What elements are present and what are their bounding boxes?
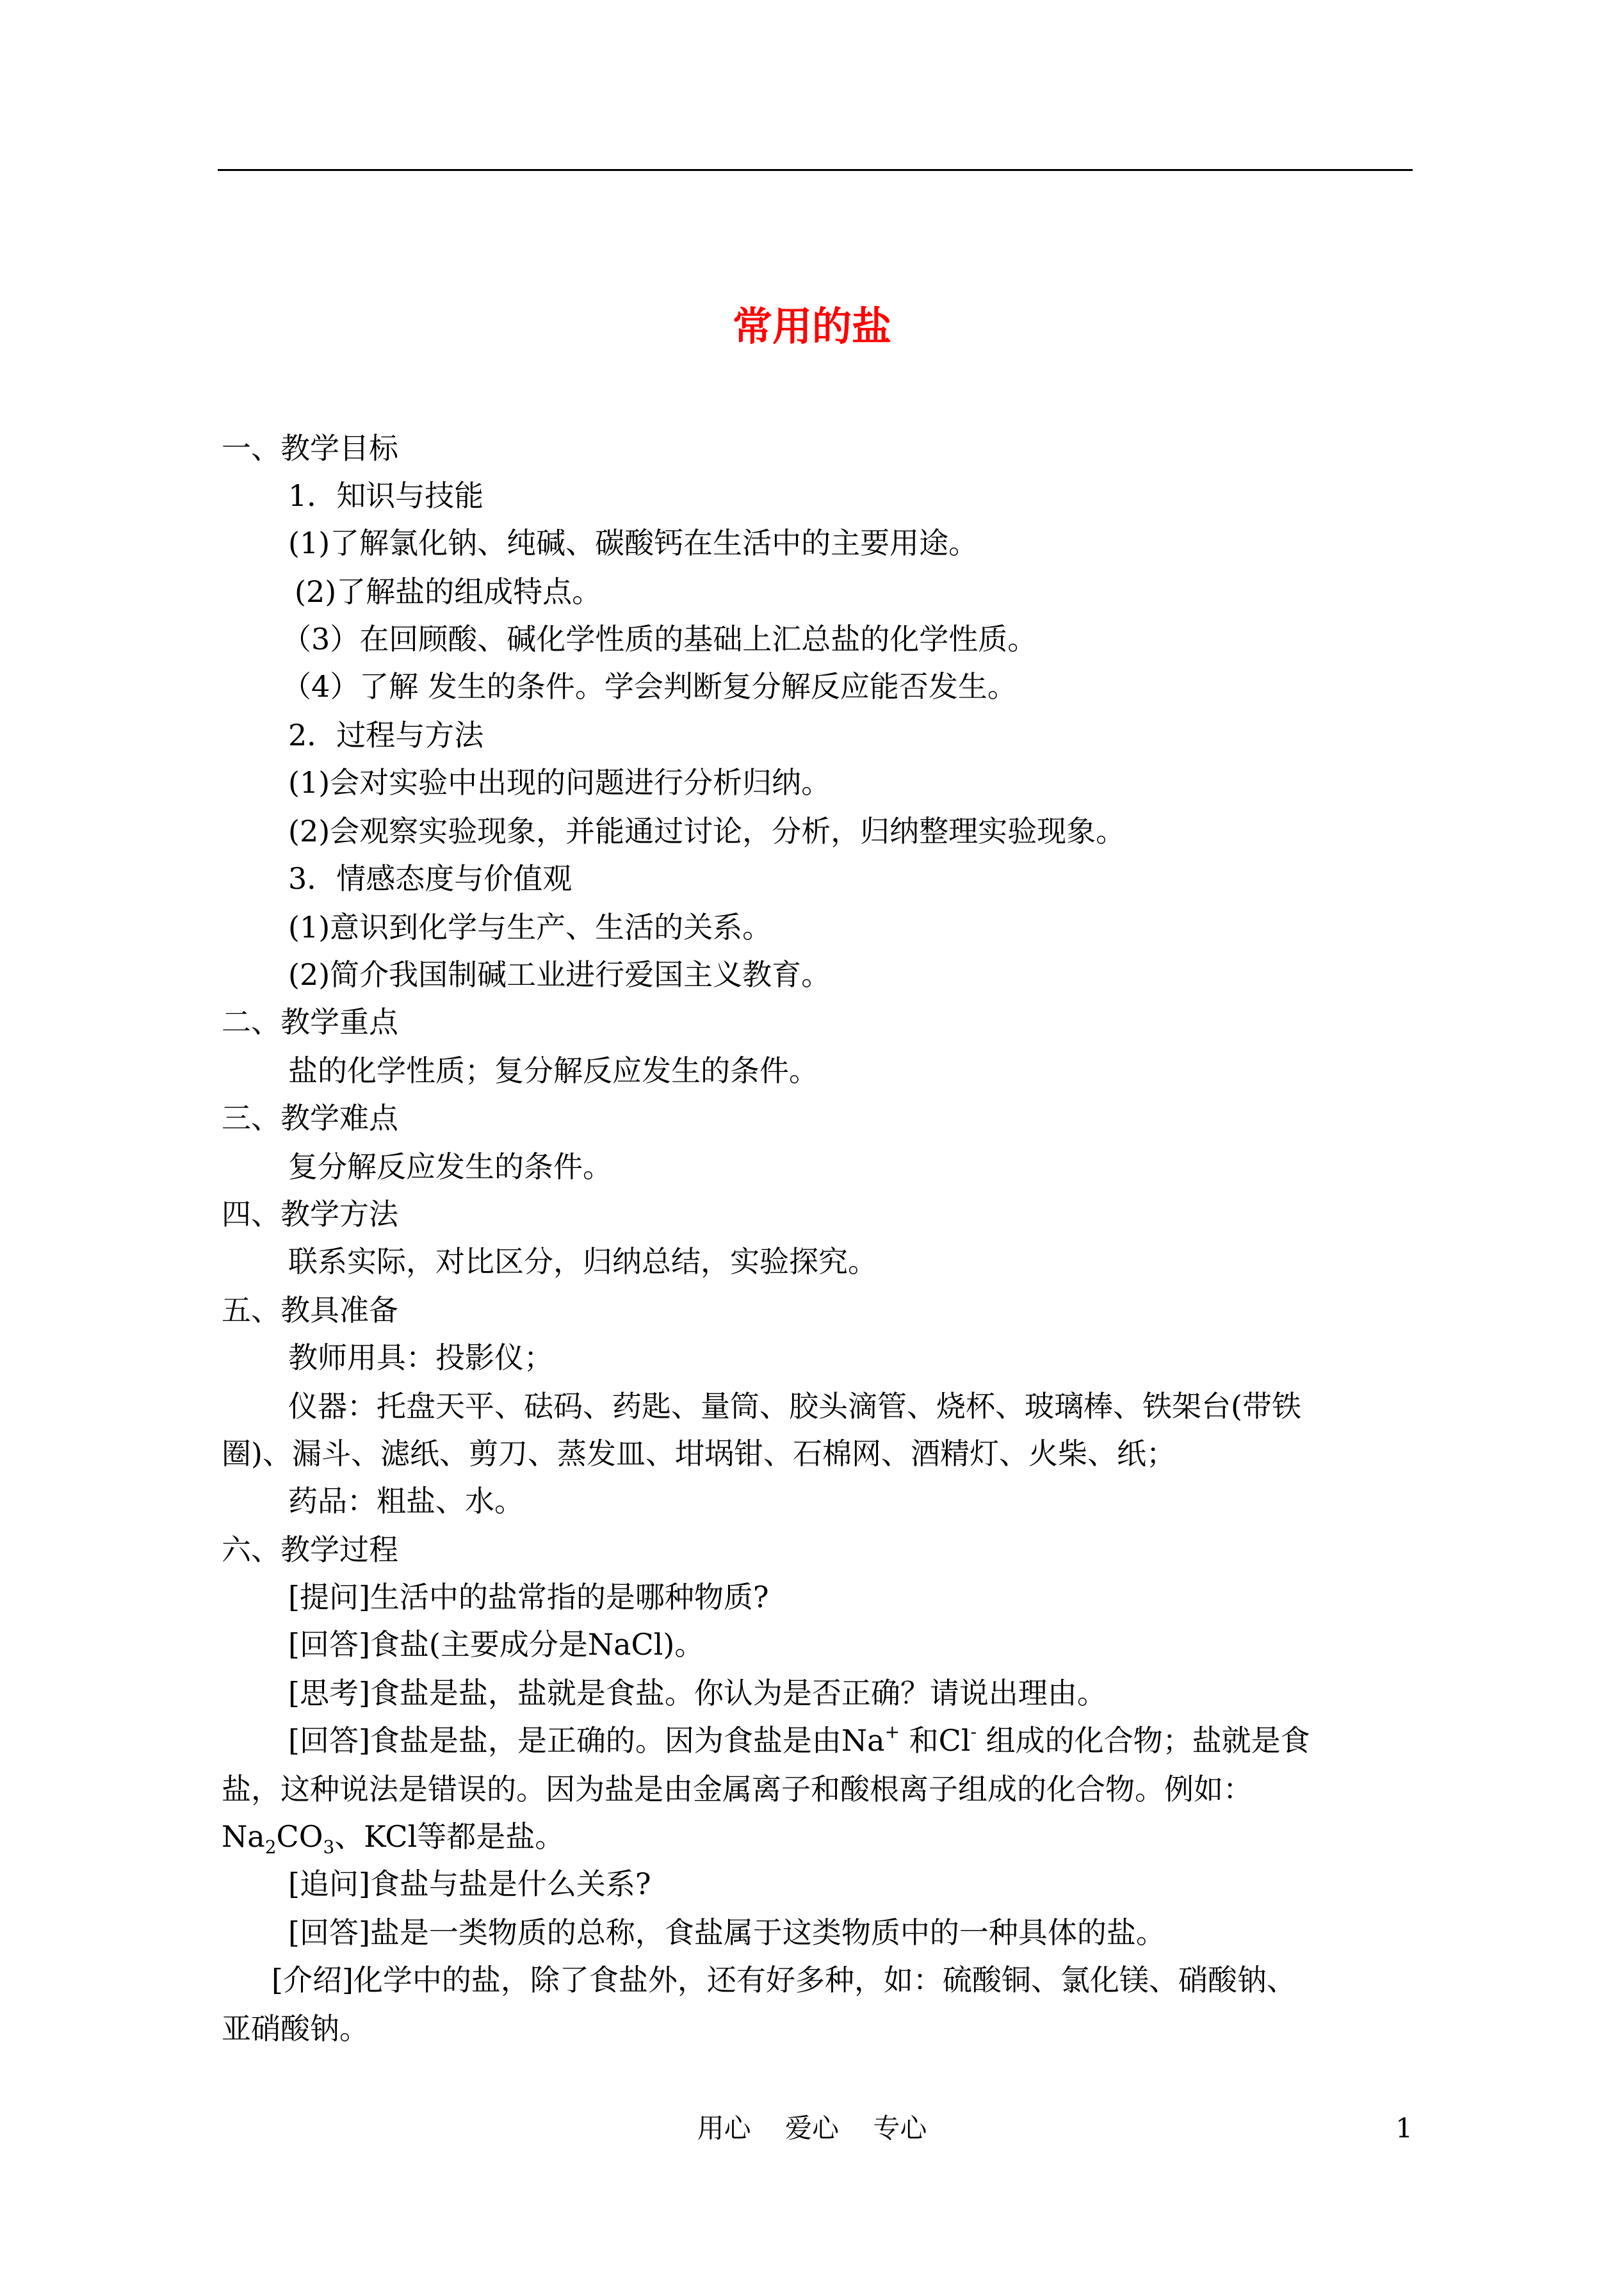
section-heading: 三、教学难点 — [222, 1101, 398, 1135]
dialogue-line — [288, 1721, 1310, 1760]
paragraph: 盐，这种说法是错误的。因为盐是由金属离子和酸根离子组成的化合物。例如： — [222, 1772, 1253, 1806]
section-heading: 四、教学方法 — [222, 1197, 398, 1231]
section-heading: 一、教学目标 — [222, 431, 398, 466]
subscript: 3 — [323, 1837, 335, 1858]
section-heading: 五、教具准备 — [222, 1293, 398, 1327]
subsection-heading: 2．过程与方法 — [288, 718, 484, 752]
list-item: (1)了解氯化钠、纯碱、碳酸钙在生活中的主要用途。 — [288, 526, 978, 560]
paragraph: 圈)、漏斗、滤纸、剪刀、蒸发皿、坩埚钳、石棉网、酒精灯、火柴、纸； — [222, 1436, 1176, 1471]
text-run: 组成的化合物；盐就是食 — [977, 1723, 1310, 1758]
paragraph — [222, 1817, 564, 1856]
page-number: 1 — [1395, 2113, 1413, 2144]
subsection-heading: 1．知识与技能 — [288, 478, 484, 513]
paragraph: 亚硝酸钠。 — [222, 2011, 369, 2046]
paragraph: 仪器：托盘天平、砝码、药匙、量筒、胶头滴管、烧杯、玻璃棒、铁架台(带铁 — [288, 1389, 1301, 1423]
text-run: Na — [222, 1819, 265, 1854]
list-item: (2)会观察实验现象，并能通过讨论，分析，归纳整理实验现象。 — [288, 814, 1126, 848]
paragraph: 药品：粗盐、水。 — [288, 1484, 524, 1518]
list-item: (1)会对实验中出现的问题进行分析归纳。 — [288, 765, 831, 800]
superscript: + — [884, 1721, 900, 1742]
dialogue-line: [追问]食盐与盐是什么关系? — [288, 1867, 651, 1901]
text-run: 、KCl等都是盐。 — [334, 1819, 565, 1854]
dialogue-line: [回答]食盐(主要成分是NaCl)。 — [288, 1627, 704, 1662]
list-item: （3）在回顾酸、碱化学性质的基础上汇总盐的化学性质。 — [282, 622, 1037, 656]
subscript: 2 — [264, 1837, 277, 1858]
list-item: (2)简介我国制碱工业进行爱国主义教育。 — [288, 957, 831, 992]
text-run: 和Cl — [900, 1723, 971, 1758]
page-title: 常用的盐 — [732, 303, 891, 350]
dialogue-line: [思考]食盐是盐，盐就是食盐。你认为是否正确？请说出理由。 — [288, 1676, 1107, 1710]
text-run: CO — [276, 1819, 323, 1854]
dialogue-line: [提问]生活中的盐常指的是哪种物质? — [288, 1580, 769, 1614]
text-run: [回答]食盐是盐，是正确的。因为食盐是由Na — [288, 1723, 885, 1758]
paragraph: 教师用具：投影仪； — [288, 1340, 553, 1375]
dialogue-line: [回答]盐是一类物质的总称，食盐属于这类物质中的一种具体的盐。 — [288, 1915, 1165, 1950]
paragraph: 联系实际，对比区分，归纳总结，实验探究。 — [288, 1244, 877, 1279]
list-item: (1)意识到化学与生产、生活的关系。 — [288, 910, 772, 945]
list-item: （4）了解 发生的条件。学会判断复分解反应能否发生。 — [282, 669, 1017, 704]
section-heading: 六、教学过程 — [222, 1532, 398, 1567]
paragraph: 复分解反应发生的条件。 — [288, 1149, 612, 1184]
subsection-heading: 3．情感态度与价值观 — [288, 861, 572, 896]
superscript: - — [970, 1721, 977, 1742]
list-item: (2)了解盐的组成特点。 — [295, 574, 602, 609]
footer-motto: 用心 爱心 专心 — [697, 2113, 927, 2144]
paragraph: 盐的化学性质；复分解反应发生的条件。 — [288, 1053, 818, 1088]
section-heading: 二、教学重点 — [222, 1005, 398, 1039]
dialogue-line: [介绍]化学中的盐，除了食盐外，还有好多种，如：硫酸铜、氯化镁、硝酸钠、 — [272, 1963, 1296, 1997]
